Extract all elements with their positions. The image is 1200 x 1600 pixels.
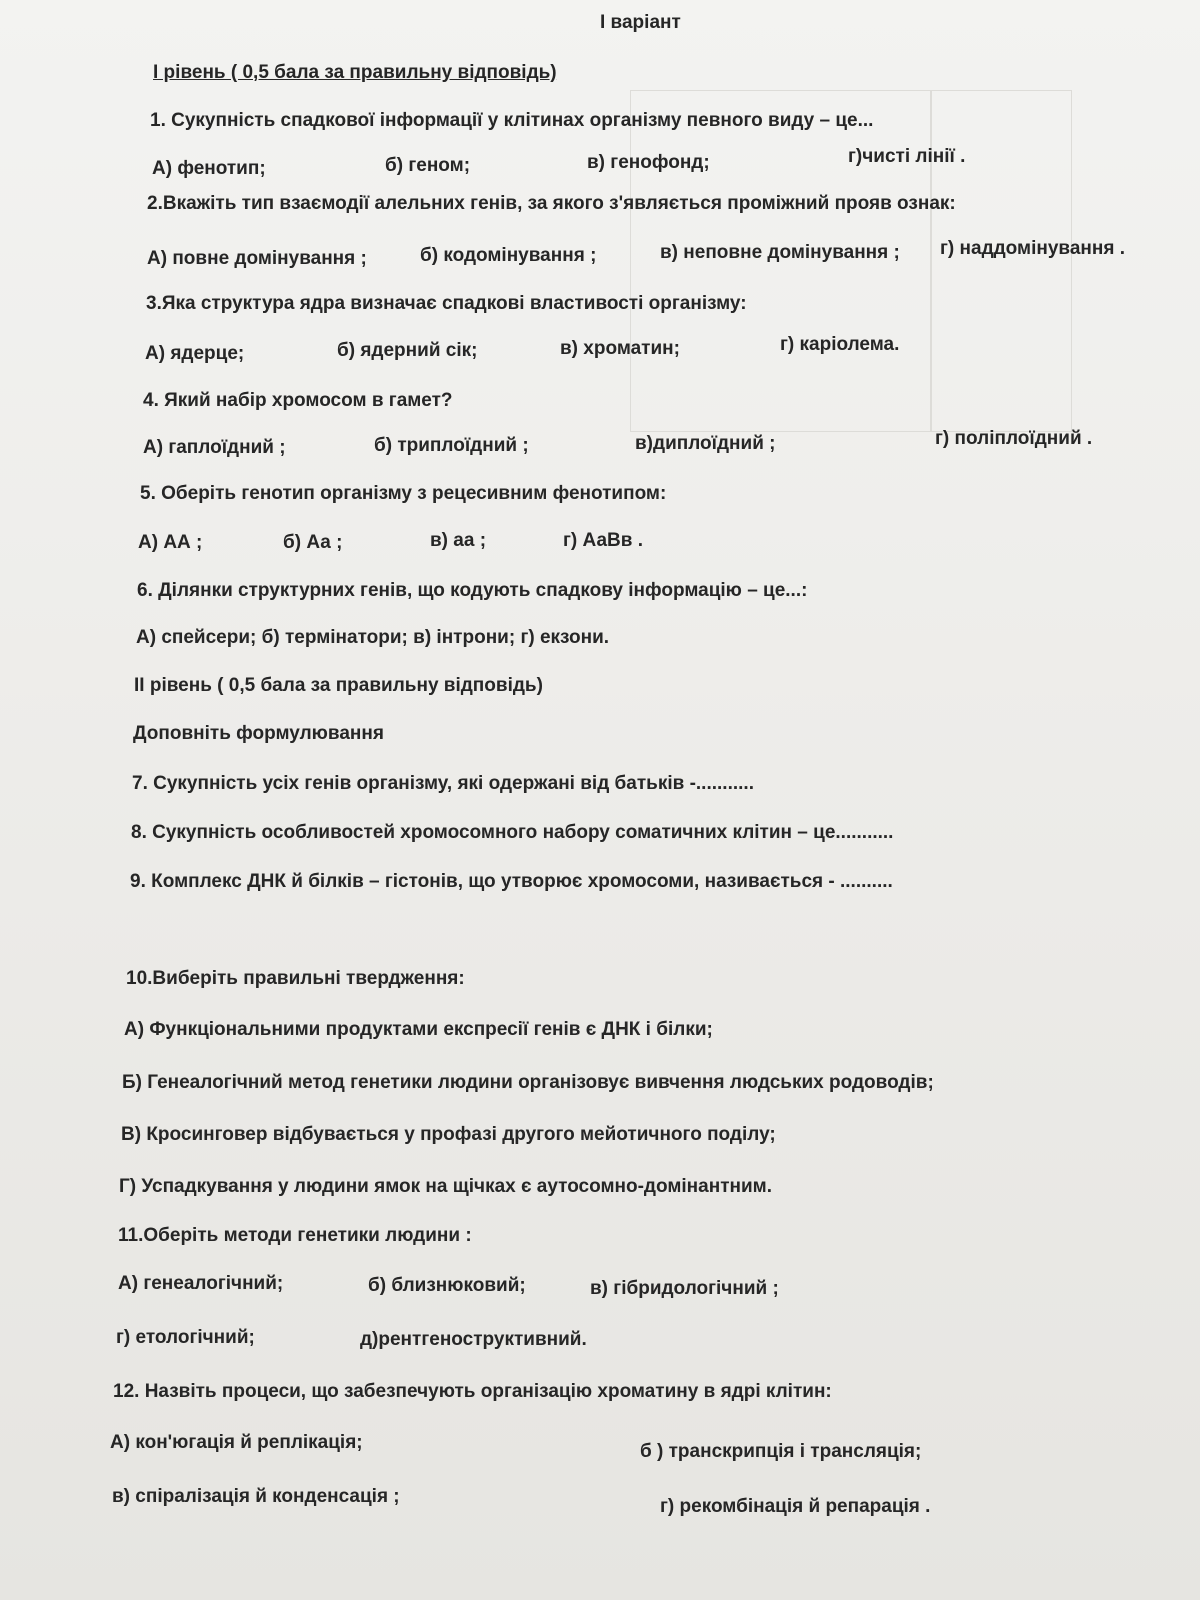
question-3: 3.Яка структура ядра визначає спадкові властивості організму: [146, 293, 747, 314]
q11-option-a: А) генеалогічний; [118, 1273, 284, 1294]
bleed-through-table-2 [930, 90, 1072, 432]
q12-option-d: г) рекомбінація й репарація . [660, 1496, 931, 1517]
q5-option-b: б) Аа ; [283, 532, 343, 553]
question-10: 10.Виберіть правильні твердження: [126, 968, 465, 989]
q4-option-d: г) поліплоїдний . [935, 428, 1093, 449]
q10-statement-c: В) Кросинговер відбувається у профазі другого мейотичного поділу; [121, 1124, 776, 1145]
question-7: 7. Сукупність усіх генів організму, які одержані від батьків -........... [132, 773, 754, 794]
q3-option-c: в) хроматин; [560, 338, 680, 359]
q4-option-c: в)диплоїдний ; [635, 433, 776, 454]
q1-option-c: в) генофонд; [587, 152, 710, 173]
question-8: 8. Сукупність особливостей хромосомного набору соматичних клітин – це........... [131, 822, 894, 843]
q5-option-d: г) АаВв . [563, 530, 643, 551]
q1-option-a: А) фенотип; [152, 158, 266, 179]
question-5: 5. Оберіть генотип організму з рецесивним фенотипом: [140, 483, 667, 504]
question-11: 11.Оберіть методи генетики людини : [118, 1225, 472, 1246]
q3-option-b: б) ядерний сік; [337, 340, 478, 361]
q11-option-e: д)рентгеноструктивний. [360, 1329, 587, 1350]
question-12: 12. Назвіть процеси, що забезпечують організацію хроматину в ядрі клітин: [113, 1381, 832, 1402]
q4-option-b: б) триплоїдний ; [374, 435, 529, 456]
variant-title: І варіант [600, 12, 681, 33]
q2-option-a: А) повне домінування ; [147, 248, 367, 269]
q5-option-a: А) АА ; [138, 532, 203, 553]
question-9: 9. Комплекс ДНК й білків – гістонів, що утворює хромосоми, називається - .......... [130, 871, 893, 892]
level2-subtitle: Доповніть формулювання [133, 723, 384, 744]
q6-options: А) спейсери; б) термінатори; в) інтрони; г) екзони. [136, 627, 610, 648]
level2-title: ІІ рівень ( 0,5 бала за правильну відповідь) [134, 675, 543, 696]
question-2: 2.Вкажіть тип взаємодії алельних генів, за якого з'являється проміжний прояв ознак: [147, 193, 956, 214]
q10-statement-d: Г) Успадкування у людини ямок на щічках є аутосомно-домінантним. [119, 1176, 772, 1197]
q2-option-c: в) неповне домінування ; [660, 242, 900, 263]
q3-option-d: г) каріолема. [780, 334, 900, 355]
q3-option-a: А) ядерце; [145, 343, 245, 364]
level1-title: І рівень ( 0,5 бала за правильну відповідь) [153, 62, 557, 83]
q10-statement-a: А) Функціональними продуктами експресії генів є ДНК і білки; [124, 1019, 713, 1040]
q10-statement-b: Б) Генеалогічний метод генетики людини організовує вивчення людських родоводів; [122, 1072, 934, 1093]
q1-option-b: б) геном; [385, 155, 471, 176]
q4-option-a: А) гаплоїдний ; [143, 437, 286, 458]
q11-option-d: г) етологічний; [116, 1327, 255, 1348]
question-4: 4. Який набір хромосом в гамет? [143, 390, 453, 411]
question-6: 6. Ділянки структурних генів, що кодують спадкову інформацію – це...: [137, 580, 808, 601]
question-1: 1. Сукупність спадкової інформації у клітинах організму певного виду – це... [150, 110, 874, 131]
q1-option-d: г)чисті лінії . [848, 146, 966, 167]
q12-option-c: в) спіралізація й конденсація ; [112, 1486, 400, 1507]
q11-option-c: в) гібридологічний ; [590, 1278, 779, 1299]
q11-option-b: б) близнюковий; [368, 1275, 526, 1296]
q2-option-d: г) наддомінування . [940, 238, 1126, 259]
q2-option-b: б) кодомінування ; [420, 245, 597, 266]
q12-option-b: б ) транскрипція і трансляція; [640, 1441, 922, 1462]
q12-option-a: А) кон'югація й реплікація; [110, 1432, 363, 1453]
q5-option-c: в) аа ; [430, 530, 487, 551]
